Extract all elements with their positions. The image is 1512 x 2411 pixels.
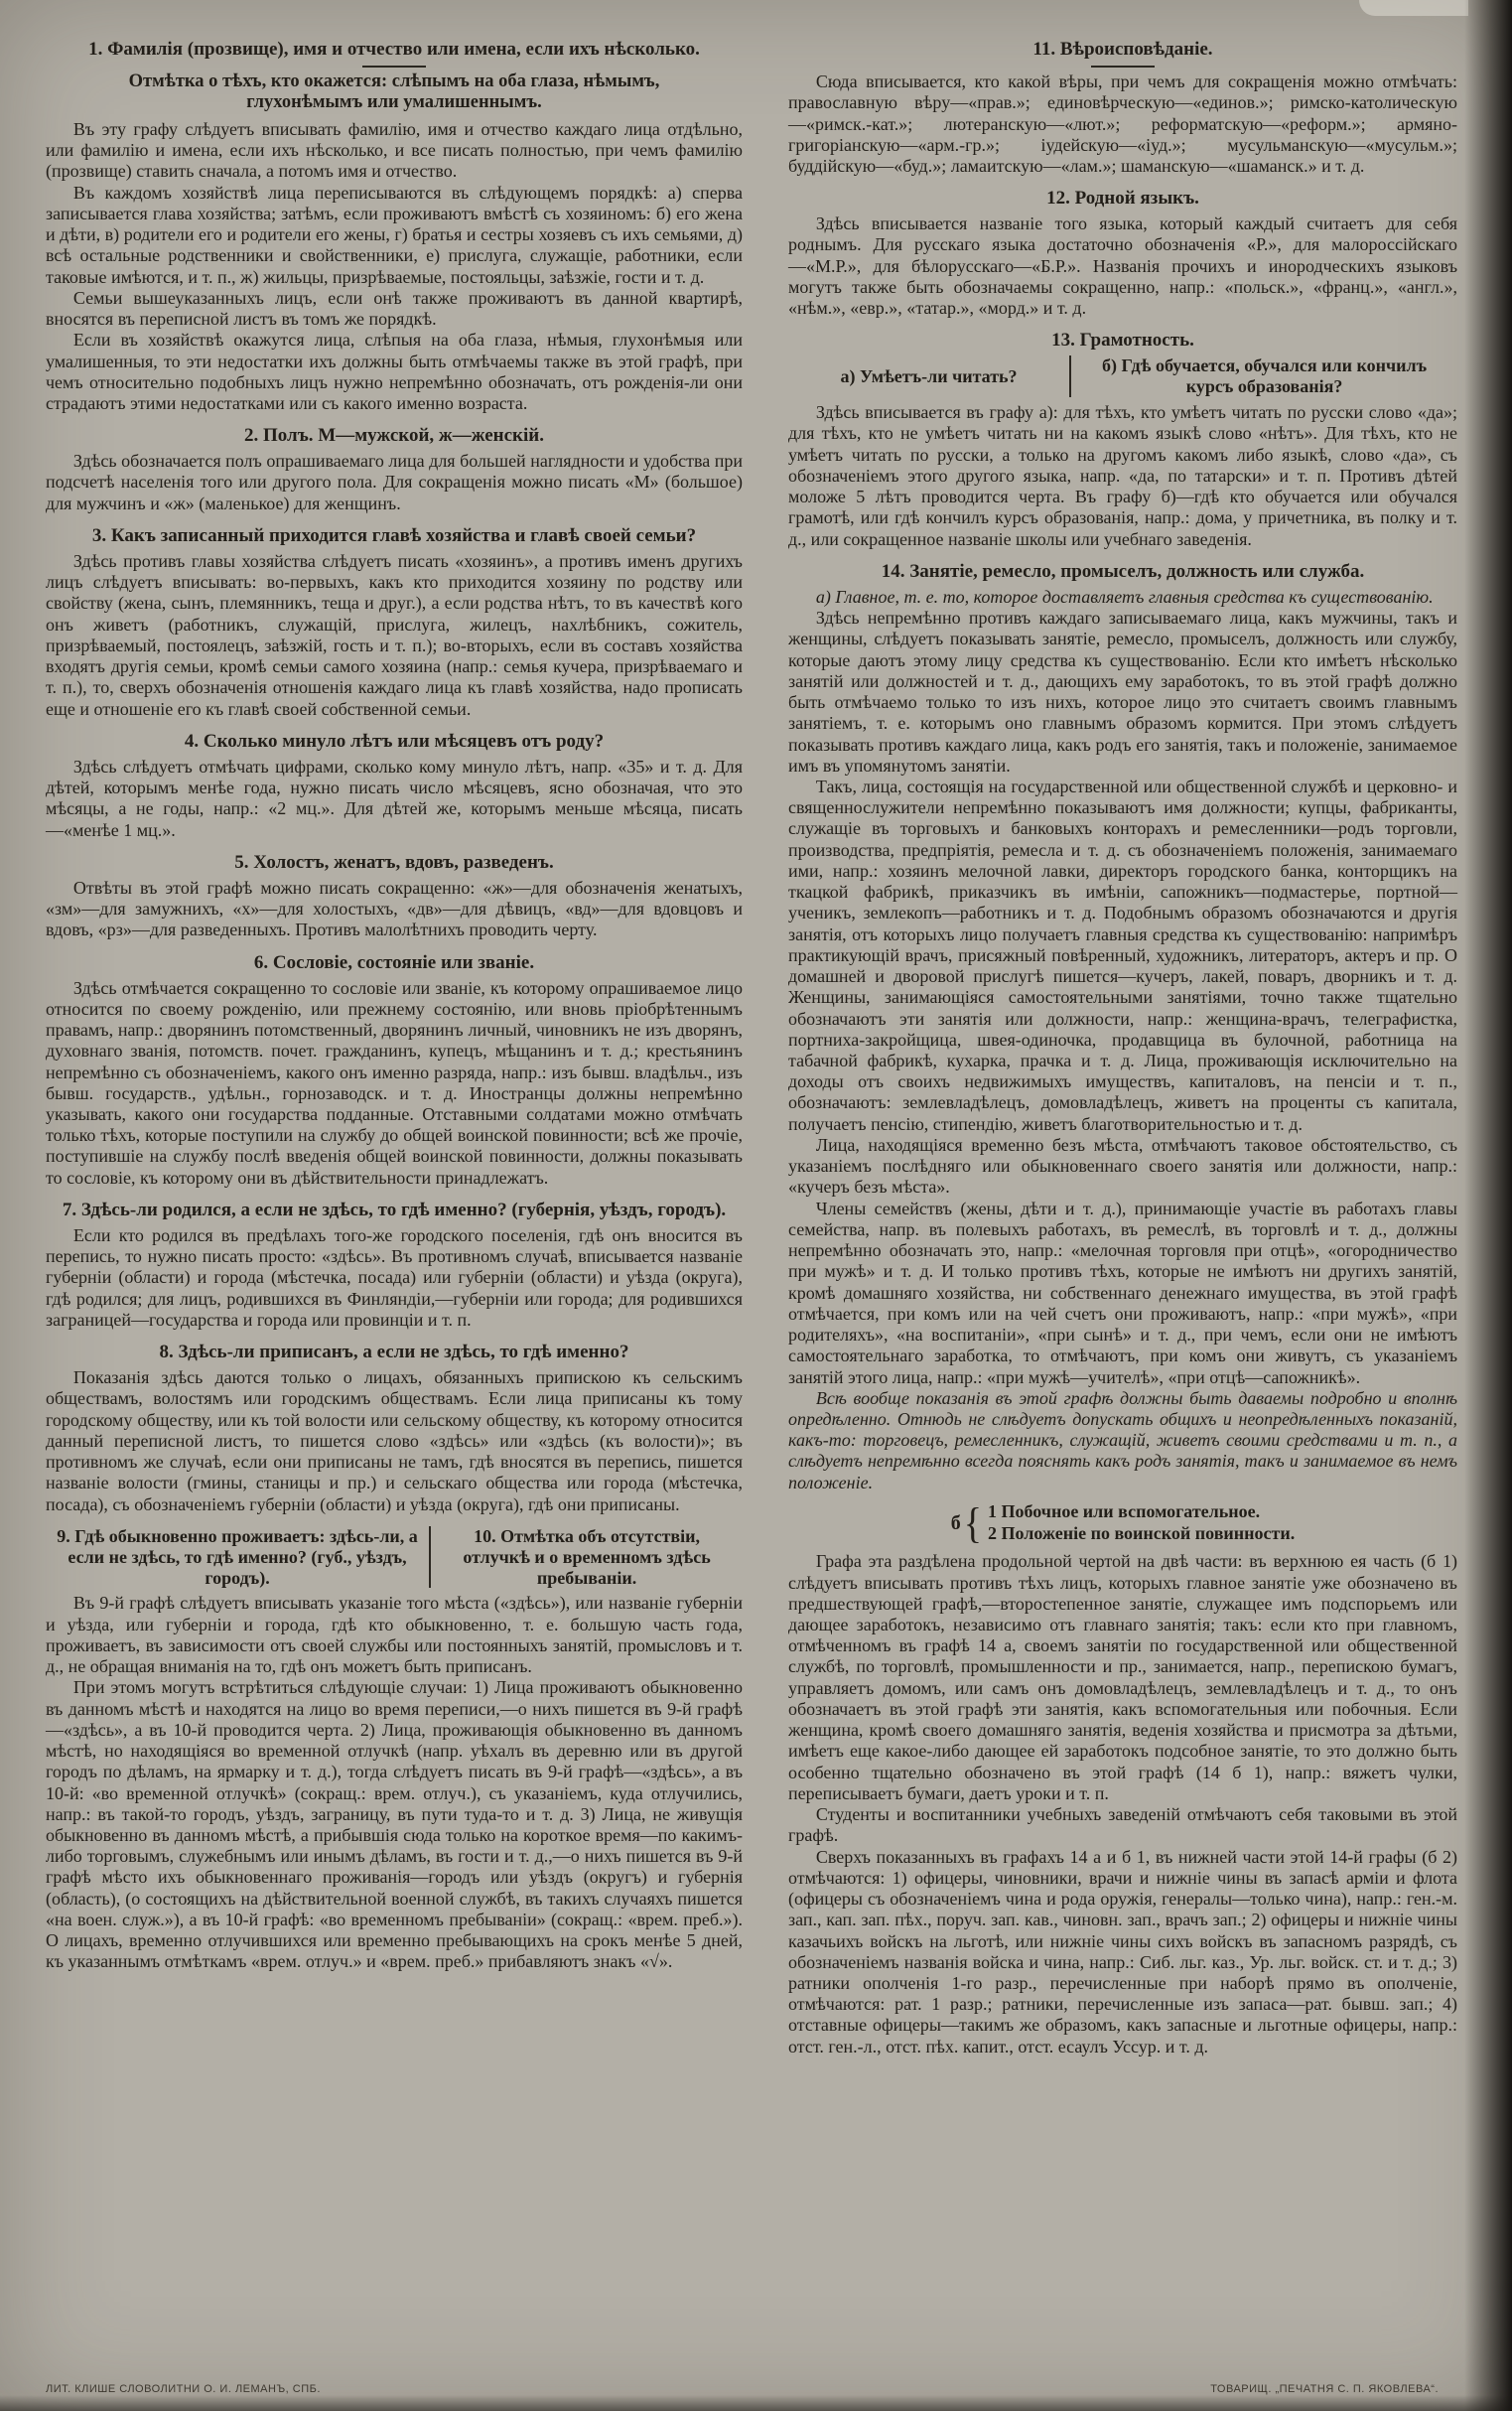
paragraph: Въ 9-й графѣ слѣдуетъ вписывать указаніе того мѣста («здѣсь»), или названіе губерніи и уѣзда, или губерніи и города, гдѣ кто обыкновенно, т. е. большую часть года, проживаетъ, въ зависимости отъ своей службы или постоянныхъ занятій, промысловъ и т. д., не обращая вниманія на то, гдѣ онъ можетъ быть приписанъ. bbox=[46, 1593, 743, 1677]
paragraph: Въ эту графу слѣдуетъ вписывать фамилію, имя и отчество каждаго лица отдѣльно, или фамилію и имена, если ихъ нѣсколько, и все писать полностью, при чемъ фамилію (прозвище) ставить сначала, а потомъ имя и отчество. bbox=[46, 118, 743, 182]
paragraph: Здѣсь вписывается названіе того языка, который каждый считаетъ для себя роднымъ. Для русскаго языка достаточно обозначенія «Р.», для малороссійскаго—«М.Р.», для бѣлорусскаго—«Б.Р.». Названія прочихъ и инородческихъ языковъ могутъ также быть обозначаемы сокращенно, напр.: «польск.», «франц.», «англ.», «нѣм.», «евр.», «татар.», «морд.» и т. д. bbox=[788, 213, 1457, 319]
section-13a-heading: а) Умѣетъ-ли читать? bbox=[840, 365, 1018, 386]
heading-divider bbox=[362, 66, 426, 68]
paragraph: Студенты и воспитанники учебныхъ заведеній отмѣчаютъ себя таковыми въ этой графѣ. bbox=[788, 1804, 1457, 1846]
section-13-subcolumns bbox=[788, 355, 1457, 397]
section-8-heading: 8. Здѣсь-ли приписанъ, а если не здѣсь, то гдѣ именно? bbox=[159, 1342, 629, 1363]
paragraph: При этомъ могутъ встрѣтиться слѣдующіе случаи: 1) Лица проживаютъ обыкновенно въ данномъ мѣстѣ и находятся на лицо во время переписи,—о нихъ пишется въ 9-й графѣ—«здѣсь», а въ 10-й проводится черта. 2) Лица, проживающія обыкновенно въ данномъ мѣстѣ, но находящіяся во временной отлучкѣ (напр. уѣхалъ въ деревню или въ другой городъ по дѣламъ, на ярмарку и т. д.), тогда слѣдуетъ писать въ 9-й графѣ—«здѣсь», а въ 10-й: «во временной отлучкѣ» (сокращ.: врем. отлуч.), съ указаніемъ, куда отлучились, напр.: въ такой-то городъ, уѣздъ, заграницу, въ пути туда-то и т. д. 3) Лица, не живущія обыкновенно въ данномъ мѣстѣ, а прибывшія сюда только на короткое время—по какимъ-либо торговымъ, служебнымъ или инымъ дѣламъ, въ гости и т. д.,—о нихъ пишется въ 9-й графѣ мѣсто ихъ обыкновеннаго проживанія—городъ или уѣздъ (округъ) и губернія (область), (о состоящихъ на дѣйствительной военной службѣ, въ такихъ случаяхъ пишется «на воен. служ.»), а въ 10-й графѣ: «во временномъ пребываніи» (сокращ.: «врем. преб.»). О лицахъ, временно отлучившихся или временно пребывающихъ на срокъ менѣе 5 дней, къ указаннымъ отмѣткамъ «врем. отлуч.» и «врем. преб.» прибавляютъ знакъ «√». bbox=[46, 1677, 743, 1972]
section-14a-subheading: а) Главное, т. е. то, которое доставляетъ главныя средства къ существованію. bbox=[815, 586, 1434, 607]
section-10-heading: 10. Отмѣтка объ отсутствіи, отлучкѣ и о временномъ здѣсь пребываніи. bbox=[429, 1526, 743, 1589]
heading-divider bbox=[1091, 66, 1155, 68]
section-11-heading: 11. Вѣроисповѣданіе. bbox=[1032, 39, 1213, 60]
section-14-heading: 14. Занятіе, ремесло, промыселъ, должность или служба. bbox=[881, 560, 1365, 582]
section-14b-heading bbox=[788, 1500, 1457, 1546]
section-2 bbox=[46, 425, 743, 514]
section-9-heading: 9. Гдѣ обыкновенно проживаетъ: здѣсь-ли, а если не здѣсь, то гдѣ именно? (губ., уѣздъ, городъ). bbox=[57, 1525, 418, 1588]
section-7-heading: 7. Здѣсь-ли родился, а если не здѣсь, то гдѣ именно? (губернія, уѣздъ, городъ). bbox=[62, 1199, 727, 1220]
paragraph: Сюда вписывается, кто какой вѣры, при чемъ для сокращенія можно отмѣчать: православную вѣру—«прав.»; единовѣрческую—«единов.»; римско-католическую—«римск.-кат.»; лютеранскую—«лют.»; реформатскую—«реформ.»; армяно-григоріанскую—«арм.-гр.»; іудейскую—«іуд.»; мусульманскую—«мусульм.»; буддійскую—«буд.»; ламаитскую—«лам.»; шаманскую—«шаманск.» и т. д. bbox=[788, 71, 1457, 176]
section-14b-items bbox=[988, 1501, 1295, 1545]
paragraph: Здѣсь отмѣчается сокращенно то сословіе или званіе, къ которому опрашиваемое лицо относится по своему рожденію, или прежнему состоянію, или вновь пріобрѣтеннымъ правамъ, напр.: дворянинъ потомственный, дворянинъ личный, чиновникъ не изъ дворянъ, духовнаго званія, потомств. почет. гражданинъ, купецъ, мѣщанинъ и т. д.; крестьянинъ непремѣнно съ обозначеніемъ, какого онъ именно разряда, напр.: изъ бывш. владѣльч., изъ бывш. государств., удѣльн., горнозаводск. и т. д. Иностранцы должны непремѣнно указывать, какого они государства подданные. Отставными солдатами можно отмѣчать только тѣхъ, которые поступили на службу до общей воинской повинности; всѣ же прочіе, поступившіе на службу послѣ введенія общей воинской повинности, должны показывать то сословіе, къ которому они въ дѣйствительности принадлежатъ. bbox=[46, 977, 743, 1188]
section-13 bbox=[788, 330, 1457, 549]
section-9-10-heading bbox=[46, 1526, 743, 1589]
section-14b2-label: 2 Положеніе по воинской повинности. bbox=[988, 1523, 1296, 1544]
paragraph: Всѣ вообще показанія въ этой графѣ должны быть даваемы подробно и вполнѣ опредѣленно. Отнюдь не слѣдуетъ допускать общихъ и неопредѣленныхъ показаній, какъ-то: торговецъ, ремесленникъ, служащій, живетъ своими средствами и т. п., а слѣдуетъ непремѣнно всегда пояснять какъ родъ занятія, такъ и занимаемое въ немъ положеніе. bbox=[788, 1387, 1457, 1492]
printer-imprint-left: ЛИТ. КЛИШЕ СЛОВОЛИТНИ О. И. ЛЕМАНЪ, СПБ. bbox=[46, 2383, 321, 2395]
section-14b-letter: б bbox=[950, 1511, 961, 1534]
paragraph: Отвѣты въ этой графѣ можно писать сокращенно: «ж»—для обозначенія женатыхъ, «зм»—для замужнихъ, «х»—для холостыхъ, «дв»—для дѣвицъ, «вд»—для вдовцовъ и вдовъ, «рз»—для разведенныхъ. Противъ малолѣтнихъ проводить черту. bbox=[46, 877, 743, 940]
section-7 bbox=[46, 1200, 743, 1331]
paragraph: Показанія здѣсь даются только о лицахъ, обязанныхъ припискою къ сельскимъ обществамъ, волостямъ или городскимъ обществамъ. Если лица приписаны къ тому городскому обществу, или къ той волости или сельскому обществу, къ которому относится данный переписной листъ, то пишется слово «здѣсь» или «здѣсь (къ волости)»; въ противномъ же случаѣ, если они приписаны не тамъ, гдѣ вносятся въ перепись, пишется названіе волости (гмины, станицы и пр.) и сельскаго общества или города (мѣстечка, посада), съ обозначеніемъ губерніи (области) и уѣзда (округа), гдѣ они приписаны. bbox=[46, 1367, 743, 1514]
section-2-heading: 2. Полъ. М—мужской, ж—женскій. bbox=[244, 425, 544, 447]
paragraph: Здѣсь слѣдуетъ отмѣчать цифрами, сколько кому минуло лѣтъ, напр. «35» и т. д. Для дѣтей, которымъ менѣе года, нужно писать число мѣсяцевъ, ясно обозначая, что это мѣсяцы, а не годы, напр.: «2 мц.». Для дѣтей же, которымъ меньше мѣсяца, писать—«менѣе 1 мц.». bbox=[46, 756, 743, 840]
section-4 bbox=[46, 731, 743, 841]
section-5 bbox=[46, 852, 743, 941]
paragraph: Если кто родился въ предѣлахъ того-же городского поселенія, гдѣ онъ вносится въ перепись, то нужно писать просто: «здѣсь». Въ противномъ случаѣ, вписывается названіе губерніи (области) и города (мѣстечка, посада) или губерніи (области) и уѣзда (округа), гдѣ родился; для лицъ, родившихся въ Финляндіи,—губерніи или города; для родившихся заграницей—государства и города или провинціи и т. п. bbox=[46, 1224, 743, 1330]
paragraph: Если въ хозяйствѣ окажутся лица, слѣпыя на оба глаза, нѣмыя, глухонѣмыя или умалишенныя, то эти недостатки ихъ должны быть отмѣчаемы также въ этой графѣ, при чемъ относительно подобныхъ лицъ нужно непремѣнно обозначать, отъ рожденія-ли они страдаютъ этими недостатками или съ какого именно возраста. bbox=[46, 330, 743, 413]
section-12 bbox=[788, 188, 1457, 319]
section-11 bbox=[788, 39, 1457, 177]
paragraph: Здѣсь обозначается полъ опрашиваемаго лица для большей наглядности и удобства при подсчетѣ населенія того или другого пола. Для сокращенія можно писать «М» (большое) для мужчинъ и «ж» (маленькое) для женщинъ. bbox=[46, 451, 743, 513]
paragraph: Лица, находящіяся временно безъ мѣста, отмѣчаютъ таковое обстоятельство, съ указаніемъ послѣдняго или обыкновеннаго своего занятія или должности, напр.: «кучеръ безъ мѣста». bbox=[788, 1134, 1457, 1198]
printer-imprint-right: ТОВАРИЩ. „ПЕЧАТНЯ С. П. ЯКОВЛЕВА“. bbox=[1210, 2383, 1439, 2395]
paragraph: Въ каждомъ хозяйствѣ лица переписываются въ слѣдующемъ порядкѣ: а) сперва записывается глава хозяйства; затѣмъ, если проживаютъ вмѣстѣ съ хозяиномъ: б) его жена и дѣти, в) родители его и родители его жены, г) братья и сестры хозяевъ съ ихъ семьями, д) всѣ остальные родственники и свойственники, е) прислуга, служащіе, работники, если таковые имѣются, и т. п., ж) жильцы, призрѣваемые, постояльцы, заѣзжіе, гости и т. д. bbox=[46, 182, 743, 287]
section-13-heading: 13. Грамотность. bbox=[1051, 330, 1194, 352]
paragraph: Сверхъ показанныхъ въ графахъ 14 а и б 1, въ нижней части этой 14-й графы (б 2) отмѣчаются: 1) офицеры, чиновники, врачи и нижніе чины въ запасѣ арміи и флота (офицеры съ обозначеніемъ чина и рода оружія, генералы—только чина), напр.: ген.-м. зап., кап. зап. пѣх., поруч. зап. кав., чиновн. зап., врачъ зап.; 2) офицеры и нижніе чины казачьихъ войскъ на льготѣ, или нижніе чины сихъ войскъ въ запасномъ разрядѣ, съ обозначеніемъ названія войска и чина, напр.: Сиб. льг. каз., Ур. льг. войск. ст. и т. д.; 3) ратники ополченія 1-го разр., перечисленные при наборѣ прямо въ ополченіе, отмѣчаются: рат. 1 разр.; ратники, перечисленные изъ запаса—рат. бывш. зап.; 4) отставные офицеры—такимъ же образомъ, какъ запасные и льготные офицеры, напр.: отст. ген.-л., отст. пѣх. капит., отст. есаулъ Уссур. и т. д. bbox=[788, 1846, 1457, 2056]
section-8 bbox=[46, 1342, 743, 1515]
section-4-heading: 4. Сколько минуло лѣтъ или мѣсяцевъ отъ роду? bbox=[184, 730, 605, 752]
paragraph: Здѣсь противъ главы хозяйства слѣдуетъ писать «хозяинъ», а противъ именъ другихъ лицъ слѣдуетъ вписывать: во-первыхъ, какъ кто приходится хозяину по родству или свойству (жена, сынъ, племянникъ, теща и друг.), а если родства нѣтъ, то въ качествѣ кого онъ живетъ (работникъ, служащій, прислуга, жилецъ, нахлѣбникъ, сожитель, призрѣваемый, постоялецъ, заѣзжій, гость и т. п.); во-вторыхъ, если въ составъ хозяйства входятъ другія семьи, кромѣ семьи самого хозяина (напр.: семья кучера, призрѣваемаго и т. п.), то, сверхъ обозначенія отношенія каждаго лица къ главѣ хозяйства, надо прописать еще и отношеніе его къ главѣ своей собственной семьи. bbox=[46, 550, 743, 719]
paragraph: Члены семействъ (жены, дѣти и т. д.), принимающіе участіе въ работахъ главы семейства, напр. въ полевыхъ работахъ, въ ремеслѣ, въ торговлѣ и т. д., должны непремѣнно обозначать это, напр.: «мелочная торговля при отцѣ», «огородничество при мужѣ» и т. д. И только противъ тѣхъ, которые не имѣютъ ни другихъ занятій, кромѣ домашняго хозяйства, ни собственнаго денежнаго имущества, въ этой графѣ отмѣчается, при комъ или на чей счетъ они проживаютъ, напр.: «при мужѣ», «при родителяхъ», «на воспитаніи», «при сынѣ» и т. д., при чемъ, если они не имѣютъ самостоятельнаго заработка, то отмѣчаютъ, при комъ они живутъ, съ указаніемъ занятій этого лица, напр.: «при мужѣ—учителѣ», «при отцѣ—сапожникѣ». bbox=[788, 1198, 1457, 1387]
paragraph: Здѣсь непремѣнно противъ каждаго записываемаго лица, какъ мужчины, такъ и женщины, слѣдуетъ показывать занятіе, ремесло, промыселъ, должность или службу, которые даютъ этому лицу средства къ существованію. Если кто имѣетъ нѣсколько занятій или должностей и т. д., дающихъ ему заработокъ, то въ этой графѣ должно быть отмѣчаемо только то изъ нихъ, которое лицо это считаетъ своимъ главнымъ занятіемъ, т. е. которымъ оно главнымъ образомъ кормится. При этомъ слѣдуетъ показывать противъ каждаго лица, какъ родъ его занятія, такъ и положеніе, занимаемое имъ въ упомянутомъ занятіи. bbox=[788, 608, 1457, 776]
section-9-10 bbox=[46, 1526, 743, 1973]
right-column bbox=[788, 34, 1457, 2068]
section-14 bbox=[788, 561, 1457, 2057]
paragraph: Здѣсь вписывается въ графу а): для тѣхъ, кто умѣетъ читать по русски слово «да»; для тѣхъ, кто не умѣетъ читать ни на какомъ языкѣ слово «нѣтъ». Для тѣхъ, кто не умѣетъ читать по русски, а только на другомъ какомъ либо языкѣ, слово «да», съ обозначеніемъ этого другого языка, напр. «да, по татарски» и т. п. Противъ дѣтей моложе 5 лѣтъ проводится черта. Въ графу б)—гдѣ кто обучается или обучался грамотѣ, или гдѣ кончилъ курсъ образованія, напр.: дома, у причетника, въ полку и т. д., или сокращенное названіе школы или учебнаго заведенія. bbox=[788, 402, 1457, 549]
section-3 bbox=[46, 525, 743, 720]
section-1 bbox=[46, 39, 743, 414]
section-1-subheading: Отмѣтка о тѣхъ, кто окажется: слѣпымъ на оба глаза, нѣмымъ, глухонѣмымъ или умалишеннымъ. bbox=[128, 71, 660, 113]
section-12-heading: 12. Родной языкъ. bbox=[1046, 188, 1199, 210]
section-13b-heading: б) Гдѣ обучается, обучался или кончилъ курсъ образованія? bbox=[1069, 355, 1457, 397]
scan-corner-highlight bbox=[1359, 0, 1468, 16]
paragraph: Графа эта раздѣлена продольной чертой на двѣ части: въ верхнюю ея часть (б 1) слѣдуетъ вписывать противъ тѣхъ лицъ, которыхъ главное занятіе уже обозначено въ предшествующей графѣ,—второстепенное занятіе, служащее имъ подспорьемъ или дающее заработокъ, независимо отъ главнаго занятія; такъ: если кто при главномъ, отмѣченномъ въ графѣ 14 а, своемъ занятіи по государственной или общественной службѣ, по торговлѣ, промышленности и пр., занимается, напр., перепискою бумагъ, управляетъ домомъ, или самъ онъ домовладѣлецъ, землевладѣлецъ и т. д., то онъ обозначаетъ въ этой графѣ эти занятія, какъ вспомогательныя или побочныя. Если женщина, кромѣ своего домашняго занятія, веденія хозяйства и присмотра за дѣтьми, имѣетъ еще какое-либо дающее ей заработокъ подсобное занятіе, то это должно быть особенно тщательно обозначено въ этой графѣ (14 б 1), напр.: вяжетъ чулки, переписываетъ бумаги, даетъ уроки и т. п. bbox=[788, 1551, 1457, 1803]
section-6 bbox=[46, 952, 743, 1189]
section-1-heading: 1. Фамилія (прозвище), имя и отчество или имена, если ихъ нѣсколько. bbox=[88, 39, 700, 60]
paragraph: Семьи вышеуказанныхъ лицъ, если онѣ также проживаютъ въ данной квартирѣ, вносятся въ переписной листъ въ томъ же порядкѣ. bbox=[46, 287, 743, 330]
section-3-heading: 3. Какъ записанный приходится главѣ хозяйства и главѣ своей семьи? bbox=[91, 524, 697, 546]
scan-edge-bottom bbox=[0, 2395, 1512, 2411]
section-6-heading: 6. Сословіе, состояніе или званіе. bbox=[253, 951, 535, 973]
paragraph: Такъ, лица, состоящія на государственной или общественной службѣ и церковно- и священнослужители непремѣнно показываютъ имя должности; купцы, фабриканты, служащіе въ торговыхъ и банковыхъ конторахъ и ремесленники—родъ торговли, производства, предпріятія, ремесла и т. д. съ обозначеніемъ положенія, занимаемаго ими, напр.: хозяинъ мелочной лавки, директоръ городского банка, конторщикъ на ткацкой фабрикѣ, приказчикъ въ имѣніи, сапожникъ—подмастерье, портной—ученикъ, землекопъ—работникъ и т. д. Подобнымъ образомъ обозначаются и другія занятія, отъ которыхъ лицо получаетъ главныя средства къ существованію: напримѣръ практикующій врачъ, присяжный повѣренный, художникъ, литераторъ, актеръ и пр. О домашней и дворовой прислугѣ пишется—кучеръ, лакей, поваръ, дворникъ и т. д. Женщины, занимающіяся самостоятельными занятіями, точно также тщательно обозначаютъ эти занятія или должности, напр.: женщина-врачъ, телеграфистка, портниха-закройщица, швея-одиночка, продавщица въ булочной, работница на табачной фабрикѣ, кухарка, прачка и т. д. Лица, проживающія исключительно на доходы отъ своихъ недвижимыхъ имуществъ, капиталовъ, на пенсіи и т. п., обозначаютъ: землевладѣлецъ, домовладѣлецъ, живетъ на проценты съ капитала, получаетъ пенсію, стипендію, живетъ благотворительностью и т. д. bbox=[788, 776, 1457, 1134]
left-column bbox=[46, 34, 743, 1984]
section-5-heading: 5. Холостъ, женатъ, вдовъ, разведенъ. bbox=[234, 851, 554, 873]
brace-glyph: { bbox=[963, 1498, 982, 1548]
section-14b1-label: 1 Побочное или вспомогательное. bbox=[988, 1501, 1261, 1522]
scan-edge-right bbox=[1464, 0, 1512, 2411]
